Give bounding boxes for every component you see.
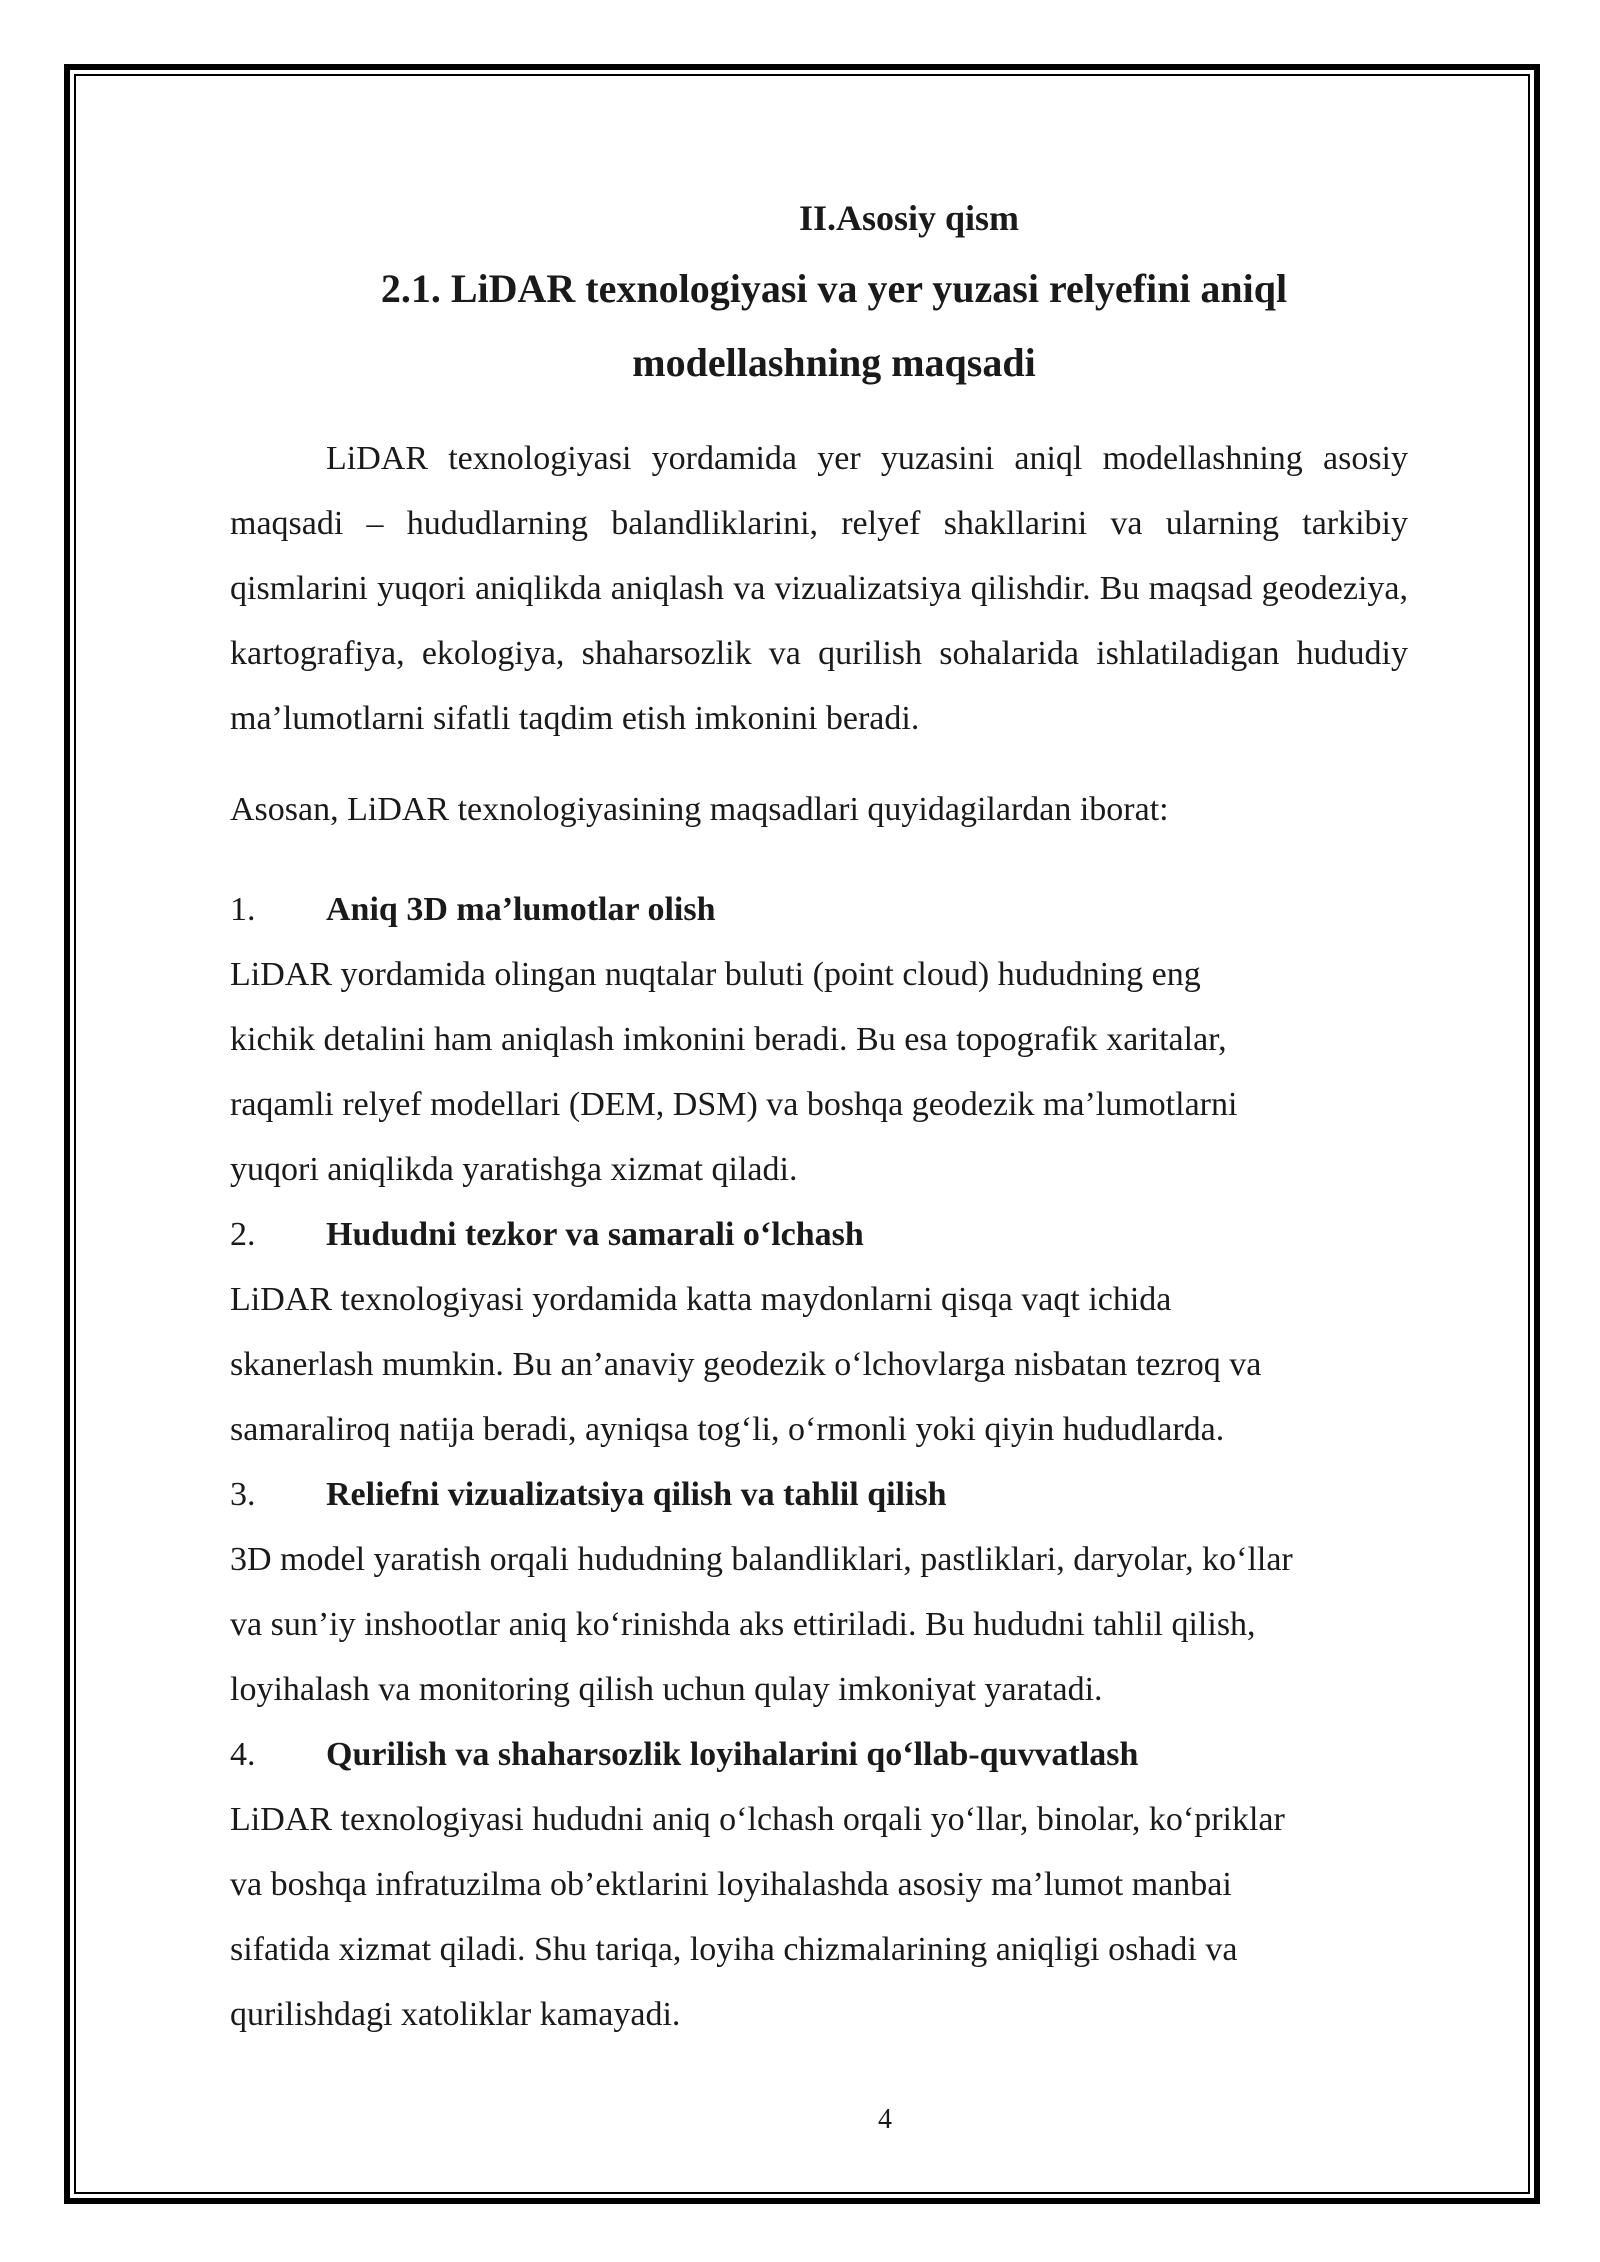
body-line: kichik detalini ham aniqlash imkonini beradi. Bu esa topografik xaritalar, (230, 1021, 1227, 1058)
section-title-line1: 2.1. LiDAR texnologiyasi va yer yuzasi relyefini aniql (380, 266, 1288, 311)
paragraph-1: LiDAR texnologiyasi yordamida yer yuzasini aniql modellashning asosiy maqsadi – hududlarning balandliklarini, relyef shakllarini va ularning tarkibiy qismlarini yuqori aniqlikda aniqlash va vizualizatsiya qilishdir. Bu maqsad geodeziya, kartografiya, ekologiya, shaharsozlik va qurilish sohalarida ishlatiladigan hududiy ma’lumotlarni sifatli taqdim etish imkonini beradi. (230, 440, 1408, 737)
body-line: va sun’iy inshootlar aniq ko‘rinishda aks ettiriladi. Bu hududni tahlil qilish, (230, 1606, 1256, 1643)
list-item-body (230, 1267, 1408, 1462)
page-number: 4 (878, 2104, 892, 2135)
list-item (230, 1462, 1408, 1722)
list-item-number: 3. (230, 1476, 256, 1513)
list-item-title: Reliefni vizualizatsiya qilish va tahlil qilish (326, 1476, 947, 1513)
body-line: sifatida xizmat qiladi. Shu tariqa, loyiha chizmalarining aniqligi oshadi va (230, 1931, 1238, 1968)
body-line: LiDAR texnologiyasi hududni aniq o‘lchash orqali yo‘llar, binolar, ko‘priklar (230, 1801, 1285, 1838)
list-item-heading (230, 877, 1408, 942)
body-line: samaraliroq natija beradi, ayniqsa tog‘li, o‘rmonli yoki qiyin hududlarda. (230, 1411, 1225, 1448)
section-title (230, 252, 1408, 400)
body-line: qurilishdagi xatoliklar kamayadi. (230, 1996, 681, 2033)
list-item-number: 4. (230, 1736, 256, 1773)
body-line: LiDAR texnologiyasi yordamida katta maydonlarni qisqa vaqt ichida (230, 1281, 1172, 1318)
list-item-number: 1. (230, 891, 256, 928)
list-item-number: 2. (230, 1216, 256, 1253)
list-item-title: Qurilish va shaharsozlik loyihalarini qo‘llab-quvvatlash (326, 1736, 1139, 1773)
goals-list (230, 877, 1408, 2047)
list-item-heading (230, 1202, 1408, 1267)
body-line: 3D model yaratish orqali hududning balandliklari, pastliklari, daryolar, ko‘llar (230, 1541, 1293, 1578)
list-item-body (230, 1527, 1408, 1722)
list-item-body (230, 942, 1408, 1202)
list-item (230, 1202, 1408, 1462)
intro-paragraph: Asosan, LiDAR texnologiyasining maqsadlari quyidagilardan iborat: (230, 791, 1169, 828)
body-line: skanerlash mumkin. Bu an’anaviy geodezik o‘lchovlarga nisbatan tezroq va (230, 1346, 1262, 1383)
list-item-heading (230, 1462, 1408, 1527)
list-item (230, 1722, 1408, 2047)
body-line: raqamli relyef modellari (DEM, DSM) va boshqa geodezik ma’lumotlarni (230, 1086, 1238, 1123)
list-item-heading (230, 1722, 1408, 1787)
list-item-body (230, 1787, 1408, 2047)
body-line: LiDAR yordamida olingan nuqtalar buluti (point cloud) hududning eng (230, 956, 1201, 993)
list-item-title: Hududni tezkor va samarali o‘lchash (326, 1216, 864, 1253)
part-title: II.Asosiy qism (798, 198, 1020, 238)
page-content (230, 190, 1408, 2047)
body-line: yuqori aniqlikda yaratishga xizmat qiladi. (230, 1151, 798, 1188)
list-item (230, 877, 1408, 1202)
body-line: va boshqa infratuzilma ob’ektlarini loyihalashda asosiy ma’lumot manbai (230, 1866, 1232, 1903)
list-item-title: Aniq 3D ma’lumotlar olish (326, 891, 716, 928)
body-line: loyihalash va monitoring qilish uchun qulay imkoniyat yaratadi. (230, 1671, 1103, 1708)
section-title-line2: modellashning maqsadi (632, 340, 1036, 385)
